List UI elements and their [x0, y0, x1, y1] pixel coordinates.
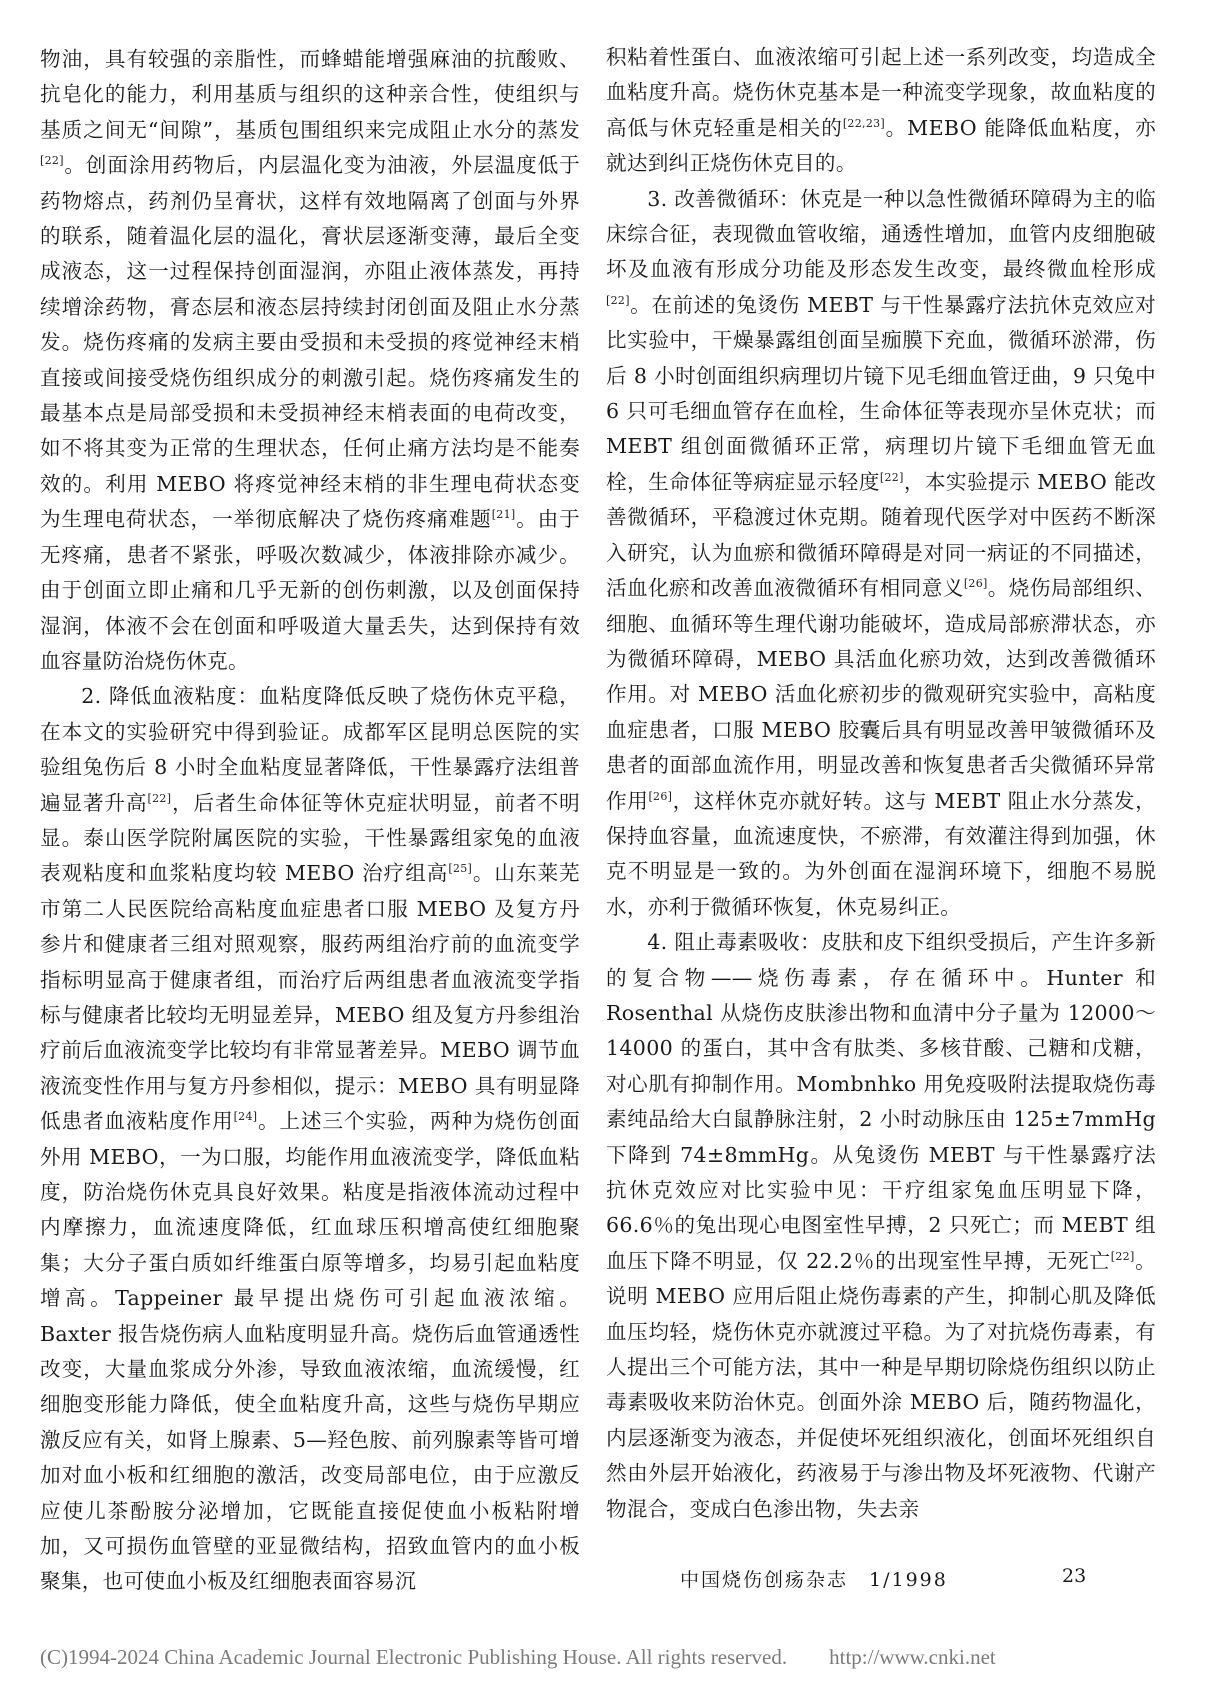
text-run: 。烧伤局部组织、细胞、血循环等生理代谢功能破坏，造成局部瘀滞状态，亦为微循环障碍，MEBO 具活血化瘀功效，达到改善微循环作用。对 MEBO 活血化瘀初步的微观研究实验中，高粘度血症患者，口服 MEBO 胶囊后具有明显改善甲皱微循环及患者的面部血流作用，明显改善和恢复患者舌尖微循环异常作用	[606, 576, 1156, 813]
citation: [24]	[233, 1110, 258, 1124]
text-run: 。MEBO 能降低血粘度，亦就达到纠正烧伤休克目的。	[606, 115, 1156, 176]
citation: [26]	[648, 789, 673, 803]
text-run: 3. 改善微循环：休克是一种以急性微循环障碍为主的临床综合征，表现微血管收缩，通透性增加，血管内皮细胞破坏及血液有形成分功能及形态发生改变，最终微血栓形成	[606, 186, 1156, 282]
text-run: 。上述三个实验，两种为烧伤创面外用 MEBO，一为口服，均能作用血液流变学，降低血粘度，防治烧伤休克具良好效果。粘度是指液体流动过程中内摩擦力，血流速度降低，红血球压积增高使红细胞聚集；大分子蛋白质如纤维蛋白原等增多，均易引起血粘度增高。Tappeiner 最早提出烧伤可引起血液浓缩。Baxter 报告烧伤病人血粘度明显升高。烧伤后血管通透性改变，大量血浆成分外渗，导致血液浓缩，血流缓慢，红细胞变形能力降低，使全血粘度升高，这些与烧伤早期应激反应有关，如肾上腺素、5—羟色胺、前列腺素等皆可增加对血小板和红细胞的激活，改变局部电位，由于应激反应使儿茶酚胺分泌增加，它既能直接促使血小板粘附增加，又可损伤血管壁的亚显微结构，招致血管内的血小板聚集，也可使血小板及红细胞表面容易沉	[40, 1109, 581, 1594]
text-run: 物油，具有较强的亲脂性，而蜂蜡能增强麻油的抗酸败、抗皂化的能力，利用基质与组织的这种亲合性，使组织与基质之间无“间隙”，基质包围组织来完成阻止水分的蒸发	[40, 47, 580, 142]
text-run: ，本实验提示 MEBO 能改善微循环，平稳渡过休克期。随着现代医学对中医药不断深入研究，认为血瘀和微循环障碍是对同一病证的不同描述，活血化瘀和改善血液微循环有相同意义	[606, 469, 1157, 601]
right-paragraph-1	[606, 40, 1156, 182]
text-run: 。在前述的兔烫伤 MEBT 与干性暴露疗法抗休克效应对比实验中，干燥暴露组创面呈痂膜下充血，微循环淤滞，伤后 8 小时创面组织病理切片镜下见毛细血管迂曲，9 只兔中 6 只可毛细血管存在血栓，生命体征等表现亦呈休克状；而 MEBT 组创面微循环正常，病理切片镜下毛细血管无血栓，生命体征等病症显示轻度	[606, 292, 1156, 494]
citation: [22]	[879, 471, 904, 485]
citation: [22]	[606, 293, 630, 307]
citation: [25]	[448, 862, 473, 876]
section-reduce-blood-viscosity	[40, 679, 580, 1600]
citation: [26]	[963, 577, 988, 591]
citation: [22]	[1110, 1249, 1135, 1263]
section-improve-microcirculation	[606, 182, 1156, 926]
left-paragraph-1	[40, 42, 580, 679]
page-number: 23	[1062, 1565, 1087, 1587]
text-run: 。由于无疼痛，患者不紧张，呼吸次数减少，体液排除亦减少。由于创面立即止痛和几乎无新的创伤刺激，以及创面保持湿润，体液不会在创面和呼吸道大量丢失，达到保持有效血容量防治烧伤休克。	[40, 507, 580, 673]
citation: [22,23]	[842, 116, 886, 130]
text-run: 积粘着性蛋白、血液浓缩可引起上述一系列改变，均造成全血粘度升高。烧伤休克基本是一种流变学现象，故血粘度的高低与休克轻重是相关的	[606, 45, 1156, 140]
text-run: 。创面涂用药物后，内层温化变为油液，外层温度低于药物熔点，药剂仍呈膏状，这样有效地隔离了创面与外界的联系，随着温化层的温化，膏状层逐渐变薄，最后全变成液态，这一过程保持创面湿润，亦阻止液体蒸发，再持续增涂药物，膏态层和液态层持续封闭创面及阻止水分蒸发。烧伤疼痛的发病主要由受损和未受损的疼觉神经末梢直接或间接受烧伤组织成分的刺激引起。烧伤疼痛发生的最基本点是局部受损和未受损神经末梢表面的电荷改变，如不将其变为正常的生理状态，任何止痛方法均是不能奏效的。利用 MEBO 将疼觉神经末梢的非生理电荷状态变为生理电荷状态，一举彻底解决了烧伤疼痛难题	[40, 153, 580, 532]
left-column	[40, 42, 580, 1600]
section-block-toxin-absorption	[606, 925, 1156, 1527]
text-run: 4. 阻止毒素吸收：皮肤和皮下组织受损后，产生许多新的复合物——烧伤毒素，存在循环中。Hunter 和 Rosenthal 从烧伤皮肤渗出物和血清中分子量为 12000～14000 的蛋白，其中含有肽类、多核苷酸、己糖和戊糖，对心肌有抑制作用。Mombnhko 用免疫吸附法提取烧伤毒素纯品给大白鼠静脉注射，2 小时动脉压由 125±7mmHg 下降到 74±8mmHg。从兔烫伤 MEBT 与干性暴露疗法抗休克效应对比实验中见：干疗组家兔血压明显下降，66.6％的兔出现心电图室性早搏，2 只死亡；而 MEBT 组血压下降不明显，仅 22.2％的出现室性早搏，无死亡	[606, 930, 1156, 1273]
text-run: ，后者生命体征等休克症状明显，前者不明显。泰山医学院附属医院的实验，干性暴露组家兔的血液表观粘度和血浆粘度均较 MEBO 治疗组高	[40, 790, 580, 886]
citation: [22]	[40, 154, 64, 168]
text-run: 。说明 MEBO 应用后阻止烧伤毒素的产生，抑制心肌及降低血压均轻，烧伤休克亦就渡过平稳。为了对抗烧伤毒素，有人提出三个可能方法，其中一种是早期切除烧伤组织以防止毒素吸收来防治休克。创面外涂 MEBO 后，随药物温化，内层逐渐变为液态，并促使坏死组织液化，创面坏死组织自然由外层开始液化，药液易于与渗出物及坏死液物、代谢产物混合，变成白色渗出物，失去亲	[606, 1248, 1156, 1521]
text-run: ，这样休克亦就好转。这与 MEBT 阻止水分蒸发，保持血容量，血流速度快，不瘀滞，有效灌注得到加强，休克不明显是一致的。为外创面在湿润环境下，细胞不易脱水，亦利于微循环恢复，休克易纠正。	[606, 788, 1156, 919]
text-run: 。山东莱芜市第二人民医院给高粘度血症患者口服 MEBO 及复方丹参片和健康者三组对照观察，服药两组治疗前的血流变学指标明显高于健康者组，而治疗后两组患者血液流变学指标与健康者比较均无明显差异，MEBO 组及复方丹参组治疗前后血液流变学比较均有非常显著差异。MEBO 调节血液流变性作用与复方丹参相似，提示：MEBO 具有明显降低患者血液粘度作用	[40, 861, 581, 1134]
citation: [21]	[491, 508, 516, 522]
copyright-notice: (C)1994-2024 China Academic Journal Electronic Publishing House. All rights reserved. http://www.cnki.net	[40, 1645, 996, 1669]
text-run: 2. 降低血液粘度：血粘度降低反映了烧伤休克平稳，在本文的实验研究中得到验证。成都军区昆明总医院的实验组兔伤后 8 小时全血粘度显著降低，干性暴露疗法组普遍显著升高	[40, 684, 580, 815]
right-column	[606, 40, 1156, 1527]
journal-footer: 中国烧伤创疡杂志 1/1998	[680, 1569, 948, 1591]
citation: [22]	[147, 791, 172, 805]
